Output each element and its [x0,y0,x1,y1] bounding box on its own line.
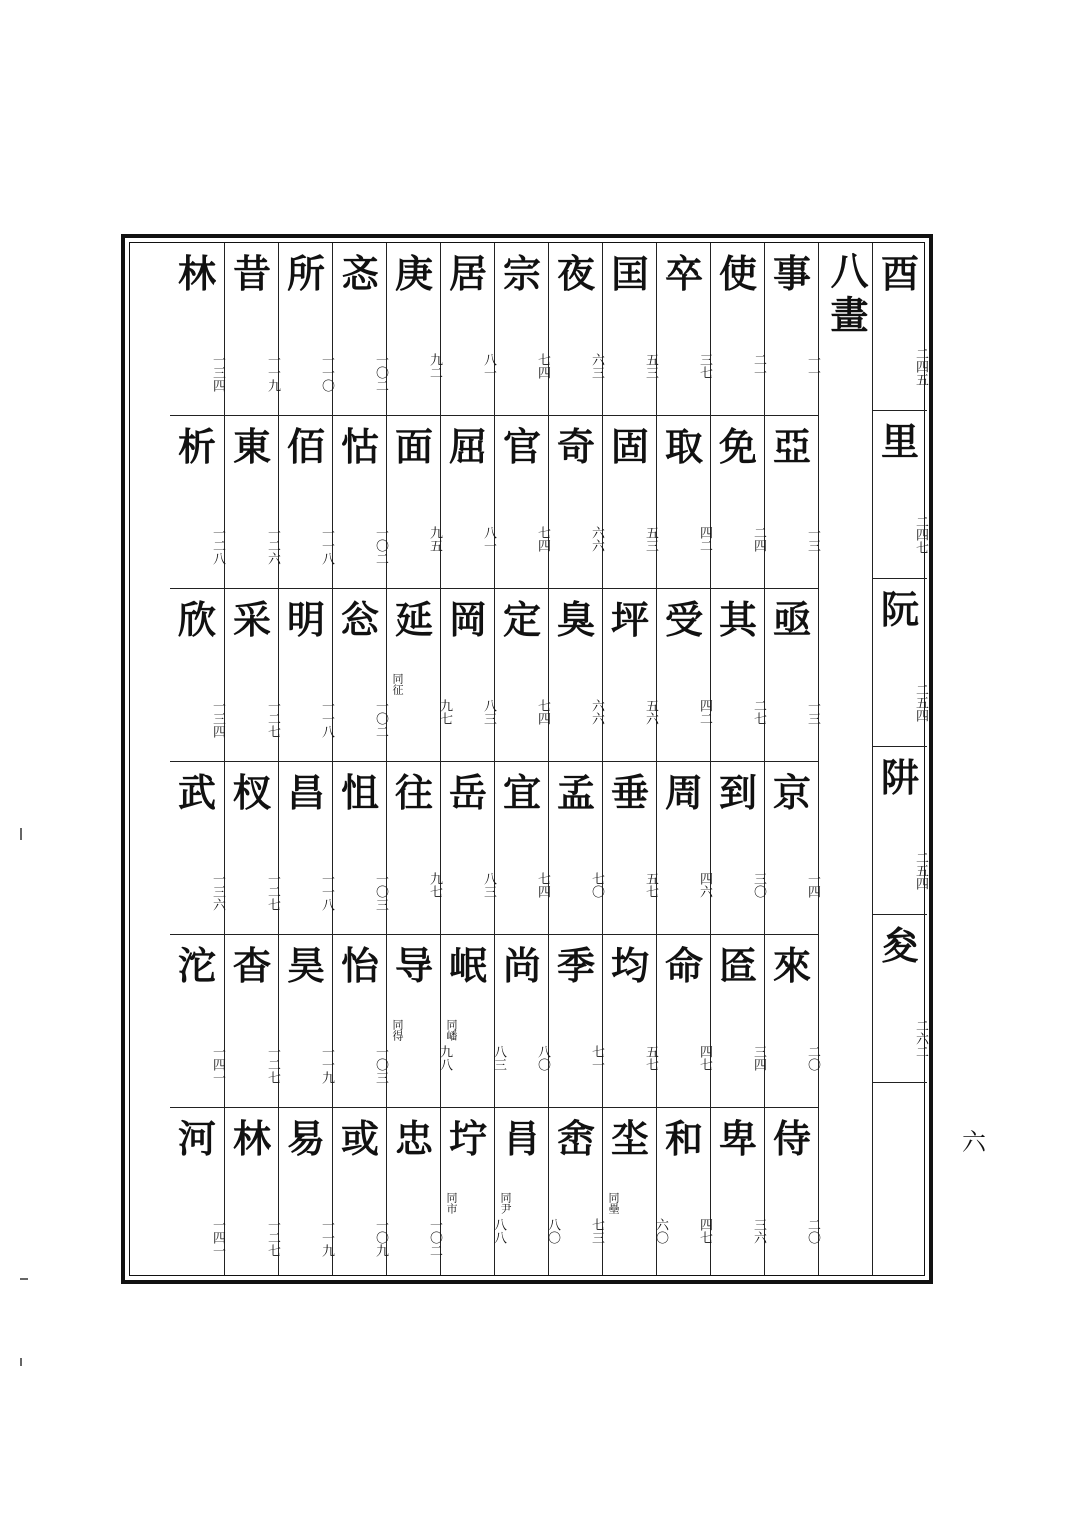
entry-character: 臭 [556,597,595,642]
index-entry [765,762,819,935]
index-entry [225,589,279,762]
entry-page-number: 二一 [751,353,766,379]
entry-character: 武 [177,770,216,815]
index-entry [873,747,927,915]
index-entry [711,762,765,935]
entry-page-number: 一〇二 [427,1218,442,1257]
index-entry [603,935,657,1108]
entry-page-number: 八三 [491,1045,506,1071]
index-entry [873,411,927,579]
entry-page-number: 一二七 [265,699,280,738]
index-entry [711,416,765,589]
entry-note: 同嶓 [445,1019,458,1041]
entry-character: 宗 [502,251,541,296]
entry-character: 坾 [448,1116,487,1161]
entry-character: 定 [502,597,541,642]
entry-character: 屈 [448,424,487,469]
index-entry [495,589,549,762]
index-entry [387,243,441,416]
index-entry [225,1108,279,1281]
index-column [224,243,278,1275]
entry-character: 東 [232,424,271,469]
entry-character: 忠 [394,1116,433,1161]
index-table [129,242,928,1276]
index-entry [711,1108,765,1281]
index-entry [333,762,387,935]
index-column [764,243,818,1275]
entry-page-number: 一二七 [265,1218,280,1257]
index-entry [387,589,452,762]
index-column [494,243,560,1275]
scan-mark [20,1278,28,1280]
entry-page-number: 一四一 [210,1218,225,1257]
entry-page-number: 二六二 [913,1019,928,1058]
scan-mark [20,828,22,840]
entry-character: 阱 [880,755,919,800]
index-entry [170,762,224,935]
entry-page-number: 五三 [643,526,658,552]
index-entry [657,416,711,589]
index-entry [657,935,711,1108]
entry-page-number: 七四 [535,699,550,725]
entry-note: 同壘 [607,1192,620,1214]
entry-page-number: 一一八 [319,526,334,565]
entry-page-number: 二四 [751,526,766,552]
entry-character: 往 [394,770,433,815]
entry-page-number: 一四一 [210,1045,225,1084]
entry-page-number: 一一八 [319,872,334,911]
entry-character: 居 [448,251,487,296]
entry-page-number: 九八 [437,1045,452,1071]
entry-character: 京 [772,770,811,815]
index-entry [711,935,765,1108]
stroke-count-heading-column [818,243,872,1275]
entry-character: 怚 [340,770,379,815]
entry-page-number: 三〇 [751,872,766,898]
entry-character: 易 [286,1116,325,1161]
index-entry [279,243,333,416]
entry-page-number: 九七 [437,699,452,725]
entry-page-number: 一一八 [319,699,334,738]
index-entry [765,1108,819,1281]
index-entry [170,589,224,762]
index-entry [549,589,603,762]
entry-page-number: 一〇二 [373,353,388,392]
entry-page-number: 六六 [589,526,604,552]
entry-character: 沱 [177,943,216,988]
entry-page-number: 三四 [751,1045,766,1071]
index-entry [495,762,549,935]
index-entry [333,935,387,1108]
entry-page-number: 四六 [697,872,712,898]
entry-character: 采 [232,597,271,642]
entry-page-number: 八〇 [545,1218,560,1244]
index-entry [657,1108,711,1281]
entry-character: 夜 [556,251,595,296]
entry-page-number: 四七 [697,1045,712,1071]
entry-character: 杳 [232,943,271,988]
entry-character: 里 [880,419,919,464]
index-entry [441,935,506,1108]
entry-page-number: 一三六 [210,872,225,911]
entry-note: 同征 [391,673,404,695]
entry-character: 林 [232,1116,271,1161]
index-entry [387,416,441,589]
entry-page-number: 五三 [643,353,658,379]
entry-page-number: 一〇三 [373,1045,388,1084]
entry-page-number: 六〇 [653,1218,668,1244]
entry-character: 事 [772,251,811,296]
entry-character: 到 [718,770,757,815]
entry-note: 同尹 [499,1192,512,1214]
entry-character: 孟 [556,770,595,815]
entry-character: 杈 [232,770,271,815]
entry-character: 來 [772,943,811,988]
index-entry [657,243,711,416]
entry-character: 所 [286,251,325,296]
entry-page-number: 二七 [751,699,766,725]
entry-page-number: 二四五 [913,347,928,386]
entry-character: 官 [502,424,541,469]
continued-column [872,243,926,1275]
entry-page-number: 一〇二 [373,699,388,738]
entry-page-number: 七三 [589,1218,604,1244]
index-entry [387,1108,441,1281]
index-entry [225,243,279,416]
index-entry [333,243,387,416]
entry-character: 怡 [340,943,379,988]
entry-character: 肙 [502,1116,541,1161]
entry-page-number: 一一〇 [319,353,334,392]
entry-character: 或 [340,1116,379,1161]
entry-page-number: 一〇二 [373,526,388,565]
index-entry [495,1108,560,1281]
entry-character: 和 [664,1116,703,1161]
entry-page-number: 八八 [491,1218,506,1244]
entry-page-number: 一一九 [319,1045,334,1084]
entry-page-number: 一二七 [265,1045,280,1084]
index-entry [170,935,224,1108]
entry-page-number: 七一 [589,1045,604,1071]
entry-page-number: 三七 [697,353,712,379]
entry-character: 囯 [610,251,649,296]
entry-page-number: 二五四 [913,851,928,890]
index-entry [549,416,603,589]
entry-character: 昌 [286,770,325,815]
entry-character: 庚 [394,251,433,296]
entry-page-number: 一三 [805,699,820,725]
entry-page-number: 一二七 [265,872,280,911]
entry-character: 使 [718,251,757,296]
entry-character: 昊 [286,943,325,988]
entry-character: 明 [286,597,325,642]
index-column [332,243,386,1275]
entry-character: 均 [610,943,649,988]
index-entry [279,589,333,762]
entry-page-number: 八三 [481,699,496,725]
entry-character: 卑 [718,1116,757,1161]
entry-character: 佰 [286,424,325,469]
entry-character: 免 [718,424,757,469]
index-entry [711,589,765,762]
entry-page-number: 八〇 [535,1045,550,1071]
entry-page-number: 四二 [697,526,712,552]
entry-character: 垂 [610,770,649,815]
entry-page-number: 一〇九 [373,1218,388,1257]
index-entry [549,762,603,935]
index-column [710,243,764,1275]
entry-page-number: 一四 [805,872,820,898]
stroke-count-heading: 八畫 [824,251,869,339]
entry-page-number: 八一 [481,526,496,552]
entry-page-number: 七四 [535,872,550,898]
index-entry [279,762,333,935]
entry-character: 亟 [772,597,811,642]
entry-page-number: 九七 [427,872,442,898]
index-column [170,243,224,1275]
entry-character: 季 [556,943,595,988]
index-entry [873,579,927,747]
entry-page-number: 五七 [643,1045,658,1071]
entry-character: 受 [664,597,703,642]
index-entry [765,416,819,589]
entry-page-number: 一一九 [319,1218,334,1257]
entry-page-number: 一一 [805,353,820,379]
entry-character: 忞 [340,251,379,296]
entry-character: 侍 [772,1116,811,1161]
entry-character: 匼 [718,943,757,988]
index-entry [441,762,495,935]
index-entry [495,935,549,1108]
entry-character: 林 [177,251,216,296]
entry-character: 面 [394,424,433,469]
index-entry [711,243,765,416]
entry-page-number: 九五 [427,526,442,552]
entry-page-number: 八一 [481,353,496,379]
index-entry [603,589,657,762]
index-entry [441,589,495,762]
entry-character: 河 [177,1116,216,1161]
index-entry [765,243,819,416]
index-column [656,243,710,1275]
index-entry [387,762,441,935]
entry-character: 命 [664,943,703,988]
entry-character: 阮 [880,587,919,632]
entry-character: 导 [394,943,433,988]
index-entry [549,935,603,1108]
index-entry [333,416,387,589]
index-entry [279,416,333,589]
index-column [602,243,668,1275]
index-entry [333,1108,387,1281]
index-entry [279,935,333,1108]
entry-character: 其 [718,597,757,642]
index-entry [603,243,657,416]
index-entry [603,1108,668,1281]
entry-character: 亞 [772,424,811,469]
entry-page-number: 一三四 [210,699,225,738]
entry-note: 同市 [445,1192,458,1214]
index-entry [495,416,549,589]
entry-character: 怙 [340,424,379,469]
index-entry [170,243,224,416]
entry-character: 周 [664,770,703,815]
entry-character: 坪 [610,597,649,642]
entry-character: 奇 [556,424,595,469]
page-number: 六 [962,1128,986,1156]
entry-page-number: 六六 [589,699,604,725]
index-entry [765,589,819,762]
entry-character: 岷 [448,943,487,988]
entry-page-number: 七〇 [589,872,604,898]
entry-page-number: 三六 [751,1218,766,1244]
entry-character: 岳 [448,770,487,815]
entry-character: 欣 [177,597,216,642]
entry-page-number: 一三 [805,526,820,552]
entry-page-number: 四二 [697,699,712,725]
entry-page-number: 七四 [535,353,550,379]
index-entry [765,935,819,1108]
entry-page-number: 二〇 [805,1218,820,1244]
entry-character: 尚 [502,943,541,988]
index-entry [657,762,711,935]
index-column [548,243,602,1275]
entry-character: 夋 [880,923,919,968]
entry-page-number: 九二 [427,353,442,379]
index-entry [441,243,495,416]
index-table-frame [121,234,933,1284]
entry-page-number: 六三 [589,353,604,379]
index-column [278,243,332,1275]
index-entry [441,416,495,589]
entry-character: 昔 [232,251,271,296]
entry-character: 坔 [610,1116,649,1161]
entry-page-number: 八三 [481,872,496,898]
entry-character: 峹 [556,1116,595,1161]
entry-page-number: 一〇三 [373,872,388,911]
index-entry [225,762,279,935]
entry-page-number: 一一九 [265,353,280,392]
entry-page-number: 二五四 [913,683,928,722]
entry-page-number: 五六 [643,699,658,725]
index-entry [170,1108,224,1281]
entry-character: 取 [664,424,703,469]
index-entry [873,915,927,1083]
entry-page-number: 七四 [535,526,550,552]
index-entry [170,416,224,589]
entry-character: 固 [610,424,649,469]
entry-page-number: 一三四 [210,353,225,392]
index-entry [603,416,657,589]
index-entry [873,243,927,411]
entry-note: 同得 [391,1019,404,1041]
entry-character: 岡 [448,597,487,642]
entry-character: 卒 [664,251,703,296]
index-entry [603,762,657,935]
entry-page-number: 五七 [643,872,658,898]
index-entry [333,589,387,762]
index-entry [495,243,549,416]
entry-character: 延 [394,597,433,642]
entry-character: 酉 [880,251,919,296]
index-entry [225,416,279,589]
index-entry [657,589,711,762]
entry-page-number: 一二八 [210,526,225,565]
entry-character: 析 [177,424,216,469]
entry-page-number: 四七 [697,1218,712,1244]
index-entry [549,243,603,416]
index-entry [225,935,279,1108]
index-entry [279,1108,333,1281]
index-entry [549,1108,603,1281]
scan-mark [20,1358,22,1366]
entry-page-number: 二四七 [913,515,928,554]
entry-character: 宜 [502,770,541,815]
entry-page-number: 二〇 [805,1045,820,1071]
entry-page-number: 一二六 [265,526,280,565]
entry-character: 忩 [340,597,379,642]
